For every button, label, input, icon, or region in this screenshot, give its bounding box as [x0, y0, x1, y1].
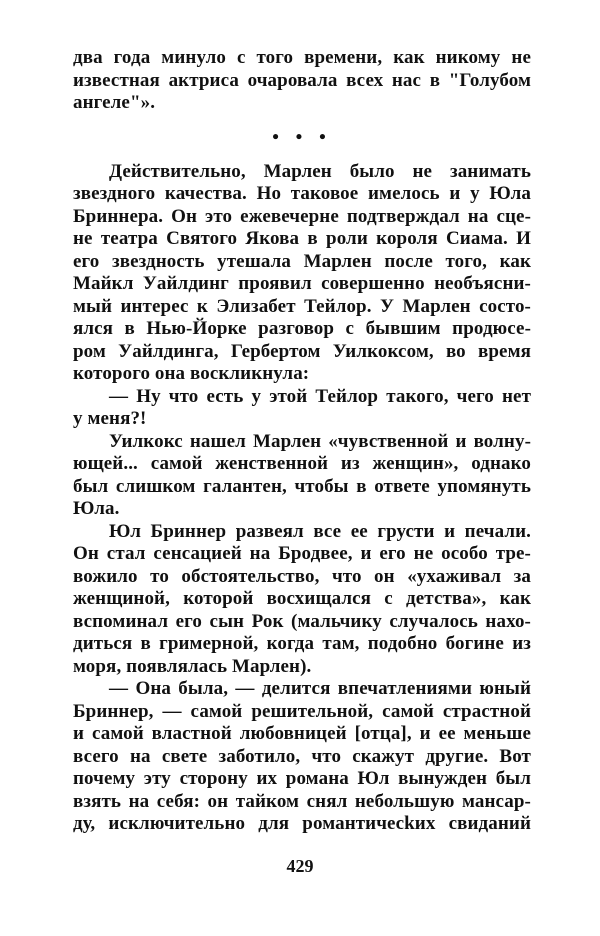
text-line: Он стал сенсацией на Бродвее, и его не особо тре-: [73, 543, 531, 564]
text-line: вожило то обстоятельство, что он «ухаживал за: [73, 565, 531, 587]
text-line: ду, исключительно для романтичеckих свиданий: [73, 813, 531, 834]
text-line: моря, появлялась Марлен).: [73, 655, 312, 677]
text-line: Майкл Уайлдинг проявил совершенно необъясни-: [73, 273, 531, 294]
text-line: Бриннера. Он это ежевечерне подтверждал на сце-: [73, 205, 531, 227]
text-line: известная актриса очаровала всех нас в "Голубом: [73, 69, 531, 91]
text-line: Бриннер, — самой решительной, самой страстной: [73, 700, 531, 722]
text-line: звездного качества. Но таковое имелось и у Юла: [73, 183, 531, 204]
text-line: ром Уайлдинга, Гербертом Уилкоксом, во время: [73, 340, 531, 362]
text-line: мый интерес к Элизабет Тейлор. У Марлен состо-: [73, 295, 531, 317]
text-line: Уилкокс нашел Марлен «чувственной и волну-: [109, 430, 531, 452]
text-line: не театра Святого Якова в роли короля Сиама. И: [73, 228, 531, 249]
page-number: 429: [286, 856, 314, 876]
text-line: диться в гримерной, когда там, подобно богине из: [73, 633, 531, 654]
text-line: ангеле"».: [73, 92, 156, 113]
text-line: ялся в Нью-Йорке разговор с бывшим продюсе-: [73, 318, 531, 339]
text-line: Юла.: [73, 498, 120, 519]
text-line: женщиной, которой восхищался с детства», как: [73, 588, 531, 609]
text-line: всего на свете заботило, что скажут другие. Вот: [73, 745, 531, 767]
text-line: вспоминал его сын Рок (мальчику случалось нахо-: [73, 610, 531, 632]
text-line: почему эту сторону их романа Юл вынужден был: [73, 768, 531, 789]
section-separator: • • •: [272, 126, 332, 148]
text-line: взять на себя: он тайком снял небольшую мансар-: [73, 790, 531, 812]
book-page-text: [73, 47, 531, 836]
text-line: был слишком галантен, чтобы в ответе упомянуть: [73, 475, 531, 497]
text-line: и самой властной любовницей [отца], и ее меньше: [73, 723, 531, 744]
text-line: его звездность утешала Марлен после того, как: [73, 250, 531, 272]
text-line: Юл Бриннер развеял все ее грусти и печали.: [109, 520, 531, 542]
text-line: Действительно, Марлен было не занимать: [109, 160, 531, 182]
text-line: ющей... самой женственной из женщин», однако: [73, 453, 531, 474]
text-line: — Она была, — делится впечатлениями юный: [109, 678, 531, 699]
text-line: два года минуло с того времени, как никому не: [73, 47, 531, 68]
text-line: — Ну что есть у этой Тейлор такого, чего нет: [109, 385, 531, 407]
text-line: у меня?!: [73, 408, 147, 429]
text-line: которого она воскликнула:: [73, 363, 310, 384]
